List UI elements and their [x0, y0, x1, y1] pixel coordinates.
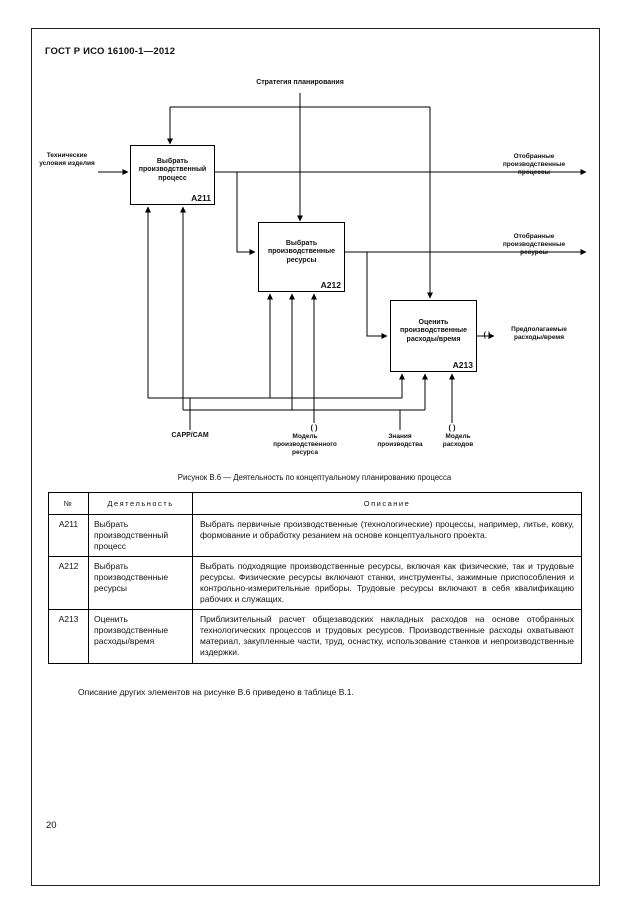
col-header-description: Описание	[193, 493, 582, 515]
activity-box-a212-code: А212	[320, 280, 341, 290]
input-label-tech-conditions: Технические условия изделия	[39, 152, 95, 168]
activity-box-a211-code: А211	[191, 193, 211, 203]
tunnel-symbol-output: ( )	[483, 330, 491, 339]
mechanism-label-resource-model: Модель производственного ресурса	[273, 433, 337, 457]
cell-activity: Выбрать производственные ресурсы	[89, 557, 193, 610]
activity-box-a212-title: Выбрать производственные ресурсы	[267, 239, 336, 264]
cell-code: А211	[49, 515, 89, 557]
table-row	[49, 610, 582, 663]
cell-activity: Выбрать производственный процесс	[89, 515, 193, 557]
tunnel-symbol-cost-model: ( )	[448, 423, 456, 432]
tunnel-symbol-resource-model: ( )	[310, 423, 318, 432]
mechanism-label-knowledge: Знания производства	[377, 433, 423, 449]
mechanism-label-cost-model: Модель расходов	[442, 433, 474, 449]
cell-code: А213	[49, 610, 89, 663]
col-header-activity: Деятельность	[89, 493, 193, 515]
cell-description: Приблизительный расчет общезаводских накладных расходов на основе отобранных технологических процессов и трудовых ресурсов. Производственные расходы охватывают материал, закупленные части, труд, оснастку, использование станков и непроизводственные издержки.	[193, 610, 582, 663]
activity-box-a213-title: Оценить производственные расходы/время	[399, 318, 468, 343]
mechanism-label-cappcam: CAPP/CAM	[171, 432, 209, 439]
table-header-row	[49, 493, 582, 515]
activity-table	[48, 492, 582, 664]
table-row	[49, 515, 582, 557]
cell-code: А212	[49, 557, 89, 610]
activity-box-a213	[390, 300, 477, 372]
cell-description: Выбрать первичные производственные (технологические) процессы, например, литье, ковку, формование и обработку резанием на основе концептуального проекта.	[193, 515, 582, 557]
document-header: ГОСТ Р ИСО 16100-1—2012	[45, 46, 176, 57]
cell-description: Выбрать подходящие производственные ресурсы, включая как физические, так и трудовые ресурсы. Физические ресурсы включают станки, инструменты, зажимные приспособления и контрольно-измерительные приборы. Трудовые ресурсы включают в себя квалификацию рабочих и служащих.	[193, 557, 582, 610]
col-header-no: №	[49, 493, 89, 515]
output-label-processes: Отобранные производственные процессы	[502, 153, 566, 177]
activity-box-a212	[258, 222, 345, 292]
output-label-resources: Отобранные производственные ресурсы	[502, 233, 566, 257]
cell-activity: Оценить производственные расходы/время	[89, 610, 193, 663]
activity-box-a213-code: А213	[452, 360, 473, 370]
table-row	[49, 557, 582, 610]
control-label-strategy: Стратегия планирования	[256, 79, 344, 86]
note-text: Описание других элементов на рисунке В.6 приведено в таблице В.1.	[78, 687, 354, 697]
activity-box-a211	[130, 145, 215, 205]
figure-caption: Рисунок В.6 — Деятельность по концептуальному планированию процесса	[177, 473, 452, 482]
activity-box-a211-title: Выбрать производственный процесс	[138, 157, 207, 182]
output-label-estimated-costs: Предполагаемые расходы/время	[511, 326, 567, 342]
page-number: 20	[46, 820, 57, 831]
